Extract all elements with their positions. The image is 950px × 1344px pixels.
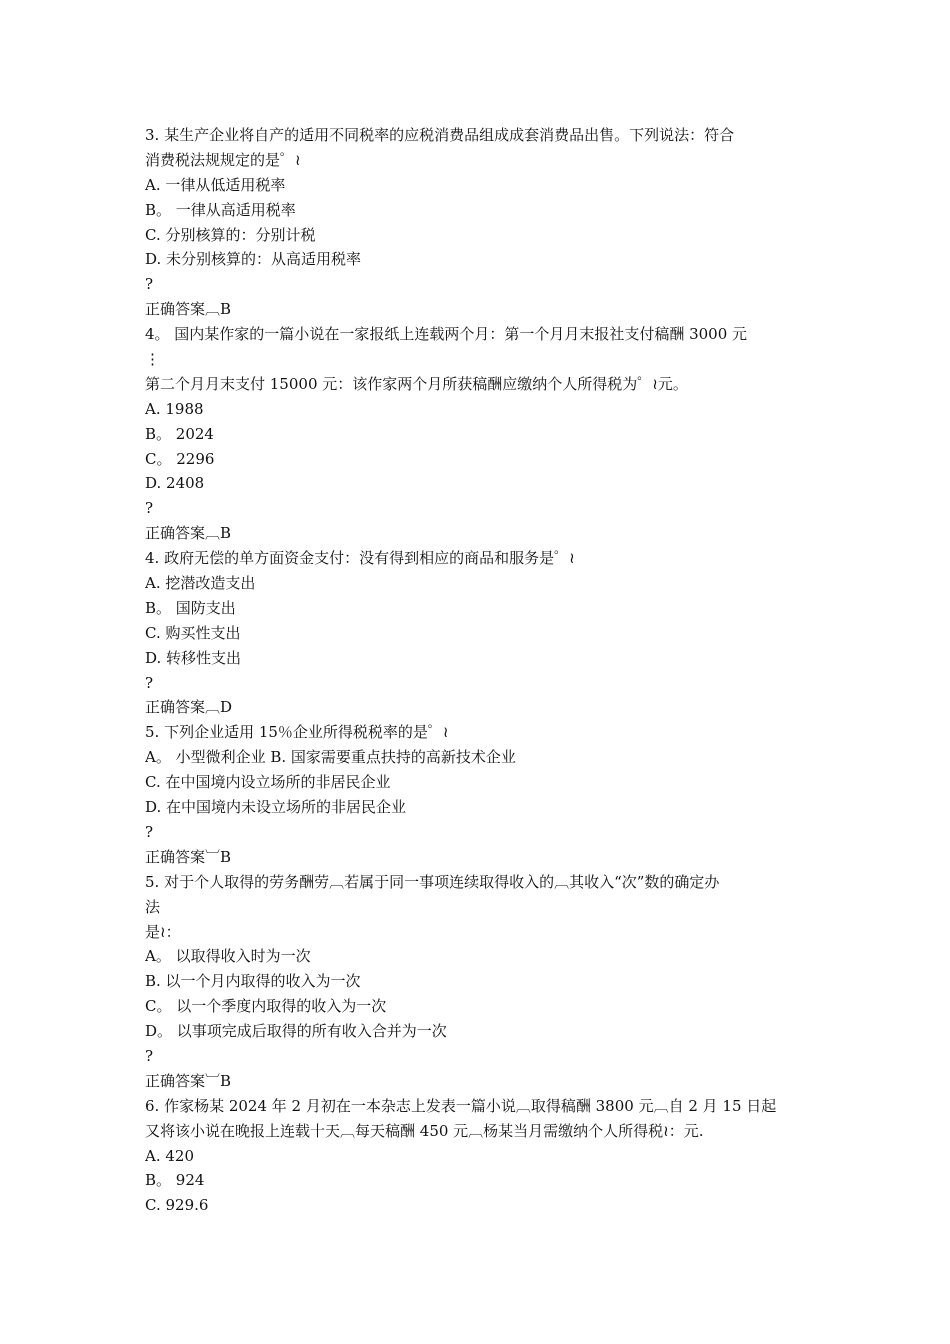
text-line: 正确答案︺B: [145, 847, 232, 866]
text-line: B。 924: [145, 1171, 205, 1190]
text-line: D。 以事项完成后取得的所有收入合并为一次: [145, 1022, 447, 1041]
text-line: D. 未分别核算的：从高适用税率: [145, 250, 362, 269]
text-line: A. 420: [145, 1146, 194, 1165]
text-line: C。 2296: [145, 449, 215, 468]
text-line: A。 小型微利企业 B. 国家需要重点扶持的高新技术企业: [145, 748, 516, 767]
text-line: ?: [145, 822, 154, 841]
text-line: ⋮: [145, 350, 160, 369]
text-line: A。 以取得收入时为一次: [145, 947, 311, 966]
text-line: A. 1988: [145, 399, 204, 418]
text-line: ?: [145, 499, 154, 518]
text-line: ?: [145, 673, 154, 692]
text-line: 正确答案︹D: [145, 698, 233, 717]
text-line: A. 挖潜改造支出: [145, 574, 256, 593]
text-line: C. 在中国境内设立场所的非居民企业: [145, 773, 391, 792]
text-line: C。 以一个季度内取得的收入为一次: [145, 997, 387, 1016]
text-line: B。 国防支出: [145, 598, 236, 617]
text-line: 4。 国内某作家的一篇小说在一家报纸上连载两个月：第一个月月末报社支付稿酬 3000 元: [145, 325, 748, 344]
text-line: D. 2408: [145, 474, 205, 493]
text-line: 正确答案︺B: [145, 1071, 232, 1090]
document-page: [145, 123, 810, 1218]
text-line: 正确答案︹B: [145, 524, 232, 543]
text-line: 正确答案︹B: [145, 300, 232, 319]
text-line: 消费税法规规定的是゜≀: [145, 150, 301, 169]
text-line: 5. 对于个人取得的劳务酬劳︹若属于同一事项连续取得收入的︹其收入“次”数的确定办: [145, 872, 720, 891]
text-line: C. 购买性支出: [145, 623, 241, 642]
text-line: ?: [145, 275, 154, 294]
text-line: ?: [145, 1046, 154, 1065]
text-line: 又将该小说在晚报上连载十天︹每天稿酬 450 元︹杨某当月需缴纳个人所得税≀：元.: [145, 1121, 704, 1140]
text-line: 4. 政府无偿的单方面资金支付：没有得到相应的商品和服务是゜≀: [145, 549, 575, 568]
text-line: 6. 作家杨某 2024 年 2 月初在一本杂志上发表一篇小说︹取得稿酬 3800 元︹自 2 月 15 日起: [145, 1096, 777, 1115]
text-line: 法: [145, 897, 161, 916]
text-line: B。 一律从高适用税率: [145, 200, 296, 219]
text-line: C. 分别核算的：分别计税: [145, 225, 316, 244]
text-line: D. 转移性支出: [145, 648, 242, 667]
text-line: D. 在中国境内未设立场所的非居民企业: [145, 798, 407, 817]
text-line: B. 以一个月内取得的收入为一次: [145, 972, 361, 991]
text-line: C. 929.6: [145, 1196, 209, 1215]
text-line: 是≀：: [145, 922, 181, 941]
text-line: 3. 某生产企业将自产的适用不同税率的应税消费品组成成套消费品出售。下列说法：符合: [145, 126, 735, 144]
text-line: 第二个月月末支付 15000 元：该作家两个月所获稿酬应缴纳个人所得税为゜≀元。: [145, 374, 688, 393]
text-line: 5. 下列企业适用 15％企业所得税税率的是゜≀: [145, 723, 449, 742]
text-line: B。 2024: [145, 424, 214, 443]
text-line: A. 一律从低适用税率: [145, 175, 286, 194]
